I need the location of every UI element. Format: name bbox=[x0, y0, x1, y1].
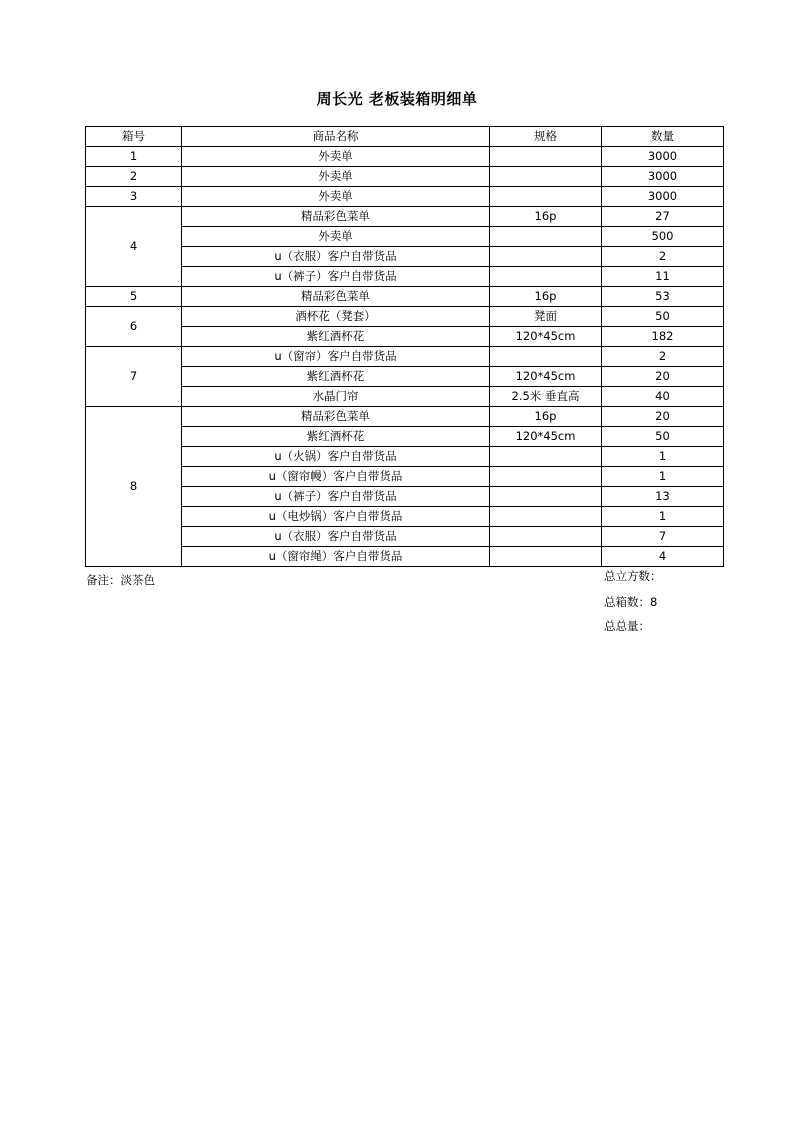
quantity-cell: 3000 bbox=[602, 167, 724, 187]
table-row bbox=[86, 187, 724, 207]
quantity-cell: 2 bbox=[602, 247, 724, 267]
spec-cell: 120*45cm bbox=[490, 367, 602, 387]
box-number-cell: 5 bbox=[86, 287, 182, 307]
quantity-cell: 40 bbox=[602, 387, 724, 407]
product-name-cell: 精品彩色菜单 bbox=[182, 287, 490, 307]
table-row bbox=[86, 487, 724, 507]
spec-cell: 2.5米 垂直高 bbox=[490, 387, 602, 407]
spec-cell bbox=[490, 147, 602, 167]
product-name-cell: 外卖单 bbox=[182, 227, 490, 247]
table-row bbox=[86, 287, 724, 307]
spec-cell bbox=[490, 227, 602, 247]
quantity-cell: 4 bbox=[602, 547, 724, 567]
table-body bbox=[86, 147, 724, 567]
product-name-cell: 外卖单 bbox=[182, 167, 490, 187]
table-row bbox=[86, 507, 724, 527]
box-number-cell: 2 bbox=[86, 167, 182, 187]
spec-cell bbox=[490, 507, 602, 527]
box-number-cell: 3 bbox=[86, 187, 182, 207]
product-name-cell: 水晶门帘 bbox=[182, 387, 490, 407]
quantity-cell: 20 bbox=[602, 407, 724, 427]
table-row bbox=[86, 147, 724, 167]
header-spec: 规格 bbox=[490, 127, 602, 147]
remark-note: 备注：淡茶色 bbox=[86, 573, 155, 587]
table-row bbox=[86, 467, 724, 487]
table-row bbox=[86, 327, 724, 347]
spec-cell: 16p bbox=[490, 287, 602, 307]
quantity-cell: 50 bbox=[602, 307, 724, 327]
quantity-cell: 3000 bbox=[602, 147, 724, 167]
spec-cell bbox=[490, 167, 602, 187]
spec-cell bbox=[490, 467, 602, 487]
product-name-cell: u（衣服）客户自带货品 bbox=[182, 527, 490, 547]
table-row bbox=[86, 167, 724, 187]
quantity-cell: 7 bbox=[602, 527, 724, 547]
header-product-name: 商品名称 bbox=[182, 127, 490, 147]
product-name-cell: 紫红酒杯花 bbox=[182, 327, 490, 347]
quantity-cell: 11 bbox=[602, 267, 724, 287]
product-name-cell: u（衣服）客户自带货品 bbox=[182, 247, 490, 267]
spec-cell bbox=[490, 487, 602, 507]
product-name-cell: 紫红酒杯花 bbox=[182, 427, 490, 447]
quantity-cell: 1 bbox=[602, 447, 724, 467]
spec-cell bbox=[490, 547, 602, 567]
table-row bbox=[86, 227, 724, 247]
box-number-cell: 1 bbox=[86, 147, 182, 167]
product-name-cell: u（窗帘幔）客户自带货品 bbox=[182, 467, 490, 487]
spec-cell: 120*45cm bbox=[490, 327, 602, 347]
spec-cell bbox=[490, 527, 602, 547]
spec-cell bbox=[490, 267, 602, 287]
spec-cell bbox=[490, 347, 602, 367]
spec-cell: 120*45cm bbox=[490, 427, 602, 447]
total-volume: 总立方数： bbox=[604, 569, 662, 583]
spec-cell: 16p bbox=[490, 207, 602, 227]
spec-cell: 凳面 bbox=[490, 307, 602, 327]
table-row bbox=[86, 427, 724, 447]
quantity-cell: 50 bbox=[602, 427, 724, 447]
header-quantity: 数量 bbox=[602, 127, 724, 147]
product-name-cell: u（裤子）客户自带货品 bbox=[182, 487, 490, 507]
product-name-cell: u（窗帘）客户自带货品 bbox=[182, 347, 490, 367]
product-name-cell: u（裤子）客户自带货品 bbox=[182, 267, 490, 287]
table-header-row bbox=[86, 127, 724, 147]
quantity-cell: 27 bbox=[602, 207, 724, 227]
box-number-cell: 7 bbox=[86, 347, 182, 407]
product-name-cell: u（窗帘绳）客户自带货品 bbox=[182, 547, 490, 567]
table-row bbox=[86, 207, 724, 227]
table-row bbox=[86, 407, 724, 427]
packing-table bbox=[85, 126, 724, 567]
product-name-cell: u（火锅）客户自带货品 bbox=[182, 447, 490, 467]
table-row bbox=[86, 527, 724, 547]
table-row bbox=[86, 307, 724, 327]
total-boxes: 总箱数：8 bbox=[604, 595, 658, 609]
spec-cell bbox=[490, 247, 602, 267]
total-weight: 总总量： bbox=[604, 619, 650, 633]
box-number-cell: 4 bbox=[86, 207, 182, 287]
header-box-number: 箱号 bbox=[86, 127, 182, 147]
quantity-cell: 1 bbox=[602, 467, 724, 487]
product-name-cell: 酒杯花（凳套） bbox=[182, 307, 490, 327]
quantity-cell: 182 bbox=[602, 327, 724, 347]
table-row bbox=[86, 387, 724, 407]
quantity-cell: 500 bbox=[602, 227, 724, 247]
quantity-cell: 53 bbox=[602, 287, 724, 307]
page-title: 周长光 老板装箱明细单 bbox=[316, 90, 478, 108]
spec-cell: 16p bbox=[490, 407, 602, 427]
product-name-cell: u（电炒锅）客户自带货品 bbox=[182, 507, 490, 527]
quantity-cell: 3000 bbox=[602, 187, 724, 207]
product-name-cell: 外卖单 bbox=[182, 147, 490, 167]
table-row bbox=[86, 447, 724, 467]
quantity-cell: 1 bbox=[602, 507, 724, 527]
spec-cell bbox=[490, 187, 602, 207]
quantity-cell: 2 bbox=[602, 347, 724, 367]
spec-cell bbox=[490, 447, 602, 467]
product-name-cell: 精品彩色菜单 bbox=[182, 407, 490, 427]
quantity-cell: 13 bbox=[602, 487, 724, 507]
product-name-cell: 精品彩色菜单 bbox=[182, 207, 490, 227]
table-row bbox=[86, 547, 724, 567]
table-row bbox=[86, 347, 724, 367]
table-row bbox=[86, 247, 724, 267]
product-name-cell: 外卖单 bbox=[182, 187, 490, 207]
box-number-cell: 6 bbox=[86, 307, 182, 347]
quantity-cell: 20 bbox=[602, 367, 724, 387]
box-number-cell: 8 bbox=[86, 407, 182, 567]
product-name-cell: 紫红酒杯花 bbox=[182, 367, 490, 387]
table-row bbox=[86, 367, 724, 387]
table-row bbox=[86, 267, 724, 287]
